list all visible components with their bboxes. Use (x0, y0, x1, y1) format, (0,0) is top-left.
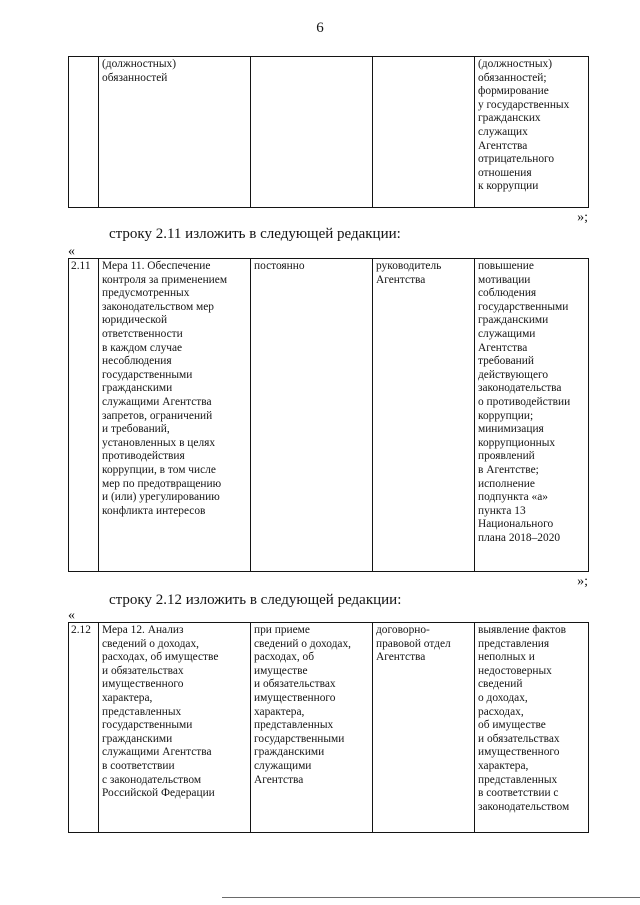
opening-quote: « (68, 244, 75, 259)
responsible-cell: договорно- правовой отдел Агентства (373, 623, 475, 833)
table-row (69, 57, 589, 208)
measures-table-2-12 (68, 622, 589, 833)
amendment-instruction: строку 2.12 изложить в следующей редакции: (109, 592, 402, 608)
responsible-cell: руководитель Агентства (373, 259, 475, 572)
scan-edge-line (222, 897, 640, 898)
measure-cell: Мера 12. Анализ сведений о доходах, расходах, об имуществе и обязательствах имущественного характера, представленных государственными гражданскими служащими Агентства в соответствии с законодательством Российской Федерации (99, 623, 251, 833)
measures-table-2-11 (68, 258, 589, 572)
table-row (69, 623, 589, 833)
row-number-cell: 2.12 (69, 623, 99, 833)
measures-table-continued (68, 56, 589, 208)
row-number-cell (69, 57, 99, 208)
table-row (69, 259, 589, 572)
measure-cell: Мера 11. Обеспечение контроля за применением предусмотренных законодательством мер юридической ответственности в каждом случае несоблюдения государственными гражданскими служащими Агентства запретов, ограничений и требований, установленных в целях противодействия коррупции, в том числе мер по предотвращению и (или) урегулированию конфликта интересов (99, 259, 251, 572)
period-cell (251, 57, 373, 208)
opening-quote: « (68, 608, 75, 623)
result-cell: повышение мотивации соблюдения государственными гражданскими служащими Агентства требований действующего законодательства о противодействии коррупции; минимизация коррупционных проявлений в Агентстве; исполнение подпункта «а» пункта 13 Национального плана 2018–2020 (475, 259, 589, 572)
closing-quote: »; (577, 210, 588, 225)
row-number-cell: 2.11 (69, 259, 99, 572)
result-cell: (должностных) обязанностей; формирование у государственных гражданских служащих Агентства отрицательного отношения к коррупции (475, 57, 589, 208)
responsible-cell (373, 57, 475, 208)
amendment-instruction: строку 2.11 изложить в следующей редакции: (109, 226, 401, 242)
measure-cell: (должностных) обязанностей (99, 57, 251, 208)
page-number: 6 (316, 20, 324, 36)
period-cell: постоянно (251, 259, 373, 572)
result-cell: выявление фактов представления неполных и недостоверных сведений о доходах, расходах, об имуществе и обязательствах имущественного характера, представленных в соответствии с законодательством (475, 623, 589, 833)
closing-quote: »; (577, 574, 588, 589)
period-cell: при приеме сведений о доходах, расходах, об имуществе и обязательствах имущественного характера, представленных государственными гражданскими служащими Агентства (251, 623, 373, 833)
